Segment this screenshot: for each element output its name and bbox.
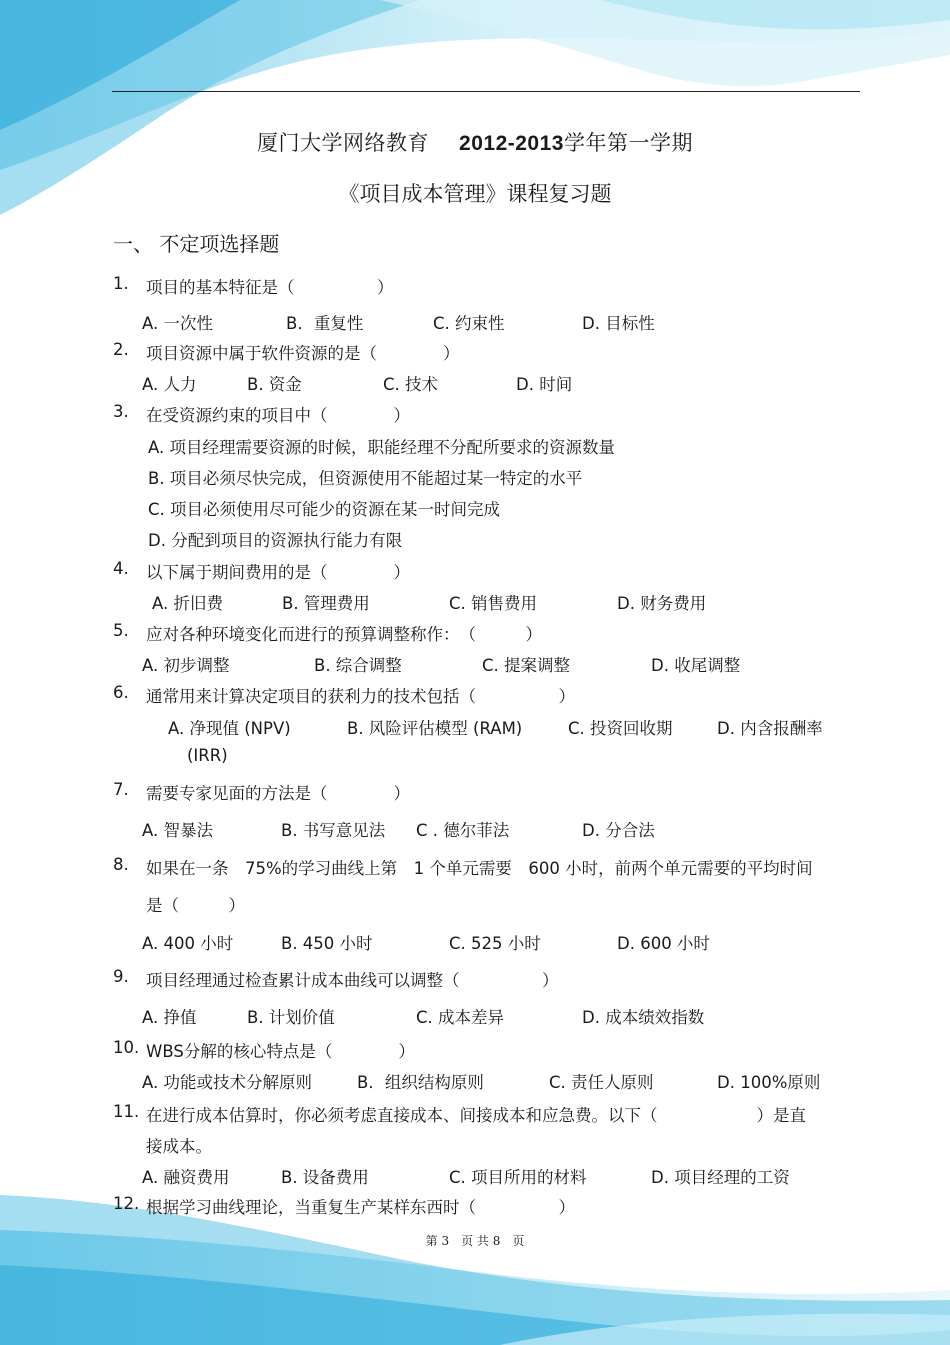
question-number: 3.	[113, 402, 129, 421]
question-text: 在进行成本估算时，你必须考虑直接成本、间接成本和应急费。以下（ ）是直	[146, 1106, 806, 1125]
page-footer: 第 3 页 共 8 页	[425, 1234, 525, 1248]
option-d: D. 600 小时	[617, 934, 710, 953]
section-heading: 一、 不定项选择题	[113, 232, 280, 256]
option-c: C. 约束性	[433, 314, 505, 333]
option-d: D. 分配到项目的资源执行能力有限	[148, 531, 403, 550]
question-text: 根据学习曲线理论，当重复生产某样东西时（ ）	[146, 1198, 575, 1217]
option-b: B. 资金	[247, 375, 302, 394]
option-c: C. 技术	[383, 375, 439, 394]
question-text-continued: 是（ ）	[146, 896, 245, 915]
question-text: 应对各种环境变化而进行的预算调整称作： （ ）	[146, 625, 542, 644]
question-number: 9.	[113, 967, 129, 986]
option-a: A. 人力	[142, 375, 197, 394]
title-year: 2012-2013	[459, 132, 564, 155]
document-subtitle: 《项目成本管理》课程复习题	[338, 182, 612, 206]
question-number: 4.	[113, 559, 129, 578]
option-b: B. 设备费用	[281, 1168, 369, 1187]
question-text-continued: 接成本。	[146, 1137, 212, 1156]
title-school: 厦门大学网络教育	[257, 131, 430, 155]
option-a: A. 净现值 (NPV)	[168, 719, 291, 738]
option-b: B. 项目必须尽快完成，但资源使用不能超过某一特定的水平	[148, 469, 583, 488]
question-text: WBS分解的核心特点是（ ）	[146, 1042, 415, 1061]
option-c: C . 德尔菲法	[416, 821, 510, 840]
option-d: D. 财务费用	[617, 594, 707, 613]
title-term: 学年第一学期	[563, 131, 693, 155]
question-text: 在受资源约束的项目中（ ）	[146, 406, 410, 425]
option-b: B. 书写意见法	[281, 821, 386, 840]
question-text: 项目经理通过检查累计成本曲线可以调整（ ）	[146, 971, 559, 990]
option-c: C. 成本差异	[416, 1008, 505, 1027]
option-b: B. 450 小时	[281, 934, 373, 953]
option-d: D. 时间	[516, 375, 573, 394]
option-a: A. 400 小时	[142, 934, 234, 953]
option-c: C. 提案调整	[482, 656, 571, 675]
option-d: D. 成本绩效指数	[582, 1008, 705, 1027]
question-text: 需要专家见面的方法是（ ）	[146, 784, 410, 803]
option-b: B．组织结构原则	[357, 1073, 484, 1092]
option-c: C. 项目所用的材料	[449, 1168, 587, 1187]
option-b: B. 综合调整	[314, 656, 402, 675]
question-number: 11.	[113, 1102, 140, 1121]
question-number: 5.	[113, 621, 129, 640]
option-b: B. 风险评估模型 (RAM)	[347, 719, 523, 738]
option-a: A. 智暴法	[142, 821, 213, 840]
option-a: A. 功能或技术分解原则	[142, 1073, 312, 1092]
question-text: 如果在一条 75%的学习曲线上第 1 个单元需要 600 小时，前两个单元需要的平均时间	[146, 859, 813, 878]
option-b: B．重复性	[286, 314, 364, 333]
question-number: 10.	[113, 1038, 140, 1057]
question-number: 8.	[113, 855, 129, 874]
option-c: C. 销售费用	[449, 594, 538, 613]
option-a: A. 折旧费	[152, 594, 223, 613]
option-c: C. 责任人原则	[549, 1073, 654, 1092]
document-title	[0, 127, 950, 157]
option-d: D. 项目经理的工资	[651, 1168, 790, 1187]
question-text: 通常用来计算决定项目的获利力的技术包括（ ）	[146, 687, 575, 706]
option-d: D. 100%原则	[717, 1073, 821, 1092]
option-d: D. 分合法	[582, 821, 655, 840]
option-d: D. 目标性	[582, 314, 655, 333]
question-text: 以下属于期间费用的是（ ）	[146, 563, 410, 582]
option-a: A. 挣值	[142, 1008, 197, 1027]
question-number: 1.	[113, 274, 129, 293]
option-b: B. 管理费用	[282, 594, 370, 613]
option-c: C. 525 小时	[449, 934, 541, 953]
option-a: A. 初步调整	[142, 656, 230, 675]
option-d: D. 内含报酬率	[717, 719, 823, 738]
option-c: C. 投资回收期	[568, 719, 673, 738]
question-number: 2.	[113, 340, 129, 359]
option-a: A. 一次性	[142, 314, 213, 333]
option-a: A. 项目经理需要资源的时候，职能经理不分配所要求的资源数量	[148, 438, 615, 457]
option-b: B. 计划价值	[247, 1008, 335, 1027]
question-text: 项目的基本特征是（ ）	[146, 278, 394, 297]
question-number: 7.	[113, 780, 129, 799]
option-d-continued: (IRR)	[187, 746, 228, 765]
question-text: 项目资源中属于软件资源的是（ ）	[146, 344, 460, 363]
option-c: C. 项目必须使用尽可能少的资源在某一时间完成	[148, 500, 501, 519]
header-rule	[112, 91, 860, 92]
option-d: D. 收尾调整	[651, 656, 741, 675]
question-number: 12.	[113, 1194, 140, 1213]
question-number: 6.	[113, 683, 129, 702]
option-a: A. 融资费用	[142, 1168, 230, 1187]
